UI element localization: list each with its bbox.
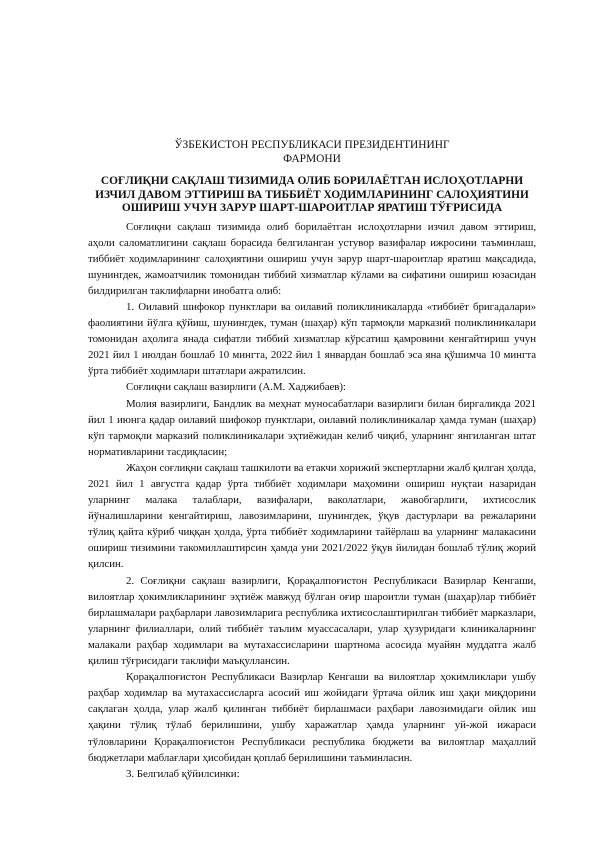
paragraph-preamble: Соғлиқни сақлаш тизимида олиб борилаётган ислоҳотларни изчил давом эттириш, аҳоли саломатлигини сақлаш борасида белгиланган устувор вазифалар ижросини таъминлаш, тиббиёт ходимларининг салоҳиятини ошириш учун зарур шарт-шароитлар яратиш мақсадида, шунингдек, жамоатчилик томонидан тиббий хизматлар кўлами ва сифатини ошириш юзасидан билдирилган таклифларни инобатга олиб: xyxy=(88,220,536,297)
decree-heading-line-1: ЎЗБЕКИСТОН РЕСПУБЛИКАСИ ПРЕЗИДЕНТИНИНГ xyxy=(174,139,450,151)
decree-title-line-2: ИЗЧИЛ ДАВОМ ЭТТИРИШ ВА ТИББИЁТ ХОДИМЛАРИНИНГ САЛОҲИЯТИНИ xyxy=(95,188,529,201)
paragraph-ministry-task-1: Молия вазирлиги, Бандлик ва меҳнат муносабатлари вазирлиги билан биргаликда 2021 йил 1 июнга қадар оилавий шифокор пунктлари, оилавий поликлиникалар ҳамда туман (шаҳар) кўп тармоқли марказий поликлиникалари эҳтиёжидан келиб чиқиб, уларнинг янгиланган штат нормативларини тасдиқласин; xyxy=(88,397,536,458)
paragraph-item-1: 1. Оилавий шифокор пунктлари ва оилавий поликлиникаларда «тиббиёт бригадалари» фаолиятини йўлга қўйиш, шунингдек, туман (шаҳар) кўп тармоқли марказий поликлиникалари томонидан аҳолига янада сифатли тиббий хизматлар кўрсатиш қамровини кенгайтириш учун 2021 йил 1 июлдан бошлаб 10 мингта, 2022 йил 1 январдан бошлаб эса яна қўшимча 10 мингта ўрта тиббиёт ходимлари штатлари ажратилсин. xyxy=(88,300,536,378)
decree-title-line-1: СОҒЛИҚНИ САҚЛАШ ТИЗИМИДА ОЛИБ БОРИЛАЁТГАН ИСЛОҲОТЛАРНИ xyxy=(100,175,524,187)
paragraph-item-3: 3. Белгилаб қўйилсинки: xyxy=(126,767,240,780)
paragraph-item-2-continued: Қорақалпоғистон Республикаси Вазирлар Кенгаши ва вилоятлар ҳокимликлари ушбу раҳбар ходимлар ва мутахассисларга асосий иш жойидаги ўртача ойлик иш ҳақи миқдорини сақлаган ҳолда, улар жалб қилинган тиббиёт бирлашмаси раҳбари лавозимидаги ойлик иш ҳақини тўлиқ тўлаб берилишини, ушбу харажатлар ҳамда уларнинг уй-жой ижараси тўловларини Қорақалпоғистон Республикаси республика бюджети ва вилоятлар маҳаллий бюджетлари маблағлари ҳисобидан қоплаб берилишини таъминласин. xyxy=(88,671,536,764)
decree-title-line-3: ОШИРИШ УЧУН ЗАРУР ШАРТ-ШАРОИТЛАР ЯРАТИШ ТЎҒРИСИДА xyxy=(121,202,503,214)
decree-body xyxy=(88,219,536,782)
paragraph-ministry-heading: Соғлиқни сақлаш вазирлиги (А.М. Хаджибаев): xyxy=(126,381,346,394)
decree-heading-line-2: ФАРМОНИ xyxy=(283,153,341,165)
paragraph-ministry-task-2: Жаҳон соғлиқни сақлаш ташкилоти ва етакчи хорижий экспертларни жалб қилган ҳолда, 2021 йил 1 августга қадар ўрта тиббиёт ходимлари маҳомини ошириш нуқтаи назаридан уларнинг малака талаблари, вазифалари, ваколатлари, жавобгарлиги, ихтисослик йўналишларини кенгайтириш, лавозимларини, шунингдек, ўқув дастурлари ва режаларини тўлиқ қайта кўриб чиққан ҳолда, ўрта тиббиёт ходимларини тайёрлаш ва уларнинг малакасини ошириш тизимини такомиллаштирсин ҳамда уни 2021/2022 ўқув йилидан бошлаб тўлиқ жорий қилсин. xyxy=(88,461,536,571)
paragraph-item-2: 2. Соғлиқни сақлаш вазирлиги, Қорақалпоғистон Республикаси Вазирлар Кенгаши, вилоятлар ҳокимликларининг эҳтиёж мавжуд бўлган оғир шароитли туман (шаҳар)лар тиббиёт бирлашмалари раҳбарлари лавозимларига республика ихтисослаштирилган тиббиёт марказлари, уларнинг филиаллари, олий тиббиёт таълим муассасалари, улар ҳузуридаги клиникаларнинг малакали раҳбар ходимлари ва мутахассисларини шартнома асосида муайян муддатга жалб қилиш тўғрисидаги таклифи маъқуллансин. xyxy=(88,574,536,668)
decree-heading xyxy=(88,138,536,166)
decree-title xyxy=(88,175,536,216)
